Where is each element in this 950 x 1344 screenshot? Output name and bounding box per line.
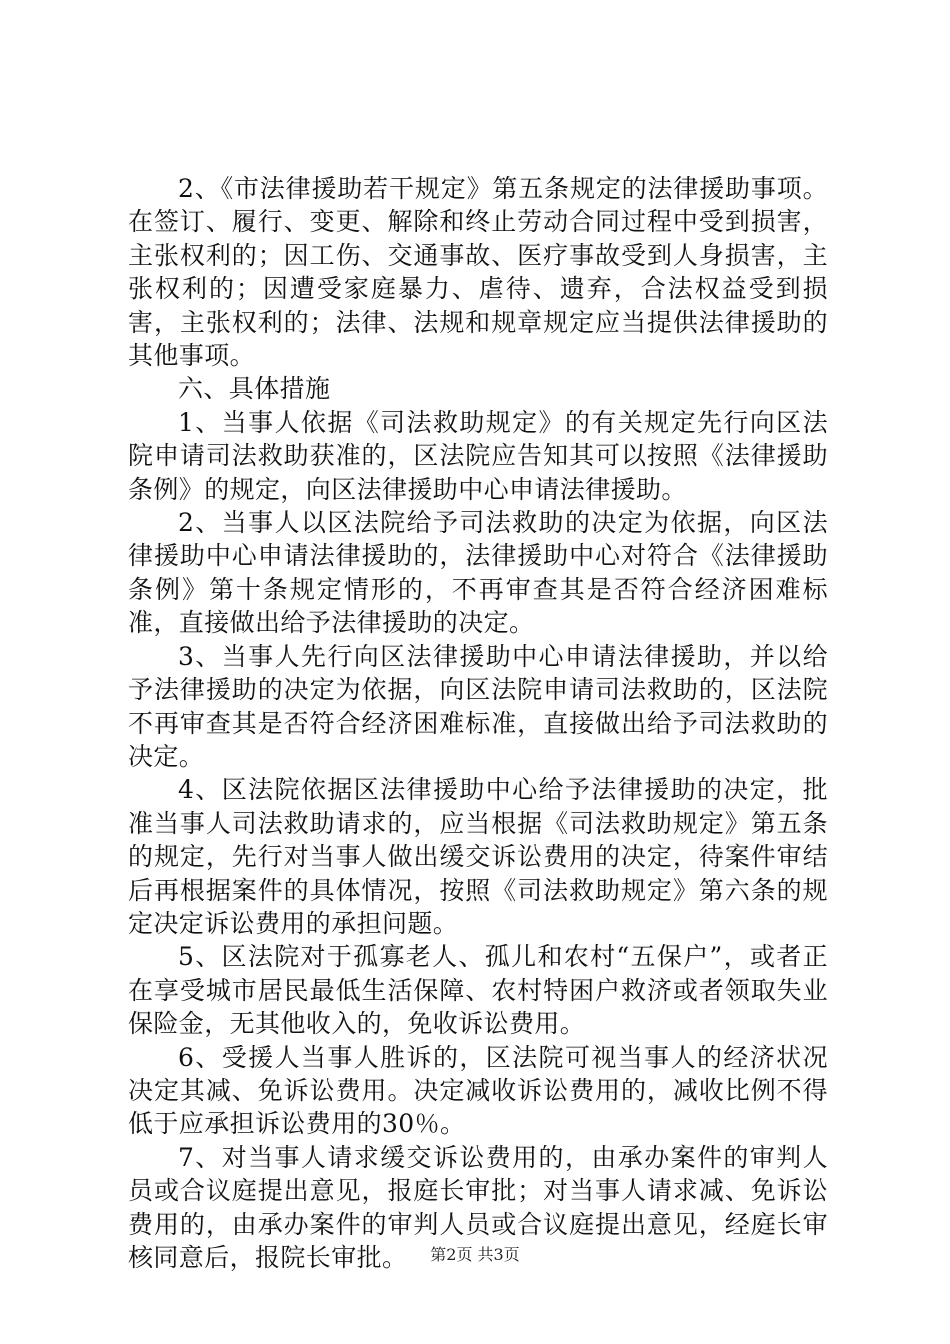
paragraph: 7、对当事人请求缓交诉讼费用的，由承办案件的审判人员或合议庭提出意见，报庭长审批；对当事人请求减、免诉讼费用的，由承办案件的审判人员或合议庭提出意见，经庭长审核同意后，报院长审批。	[128, 1142, 828, 1272]
page-number-footer: 第2页 共3页	[430, 1245, 520, 1264]
paragraph: 5、区法院对于孤寡老人、孤儿和农村“五保户”，或者正在享受城市居民最低生活保障、农村特困户救济或者领取失业保险金，无其他收入的，免收诉讼费用。	[128, 942, 828, 1039]
paragraph: 2、《市法律援助若干规定》第五条规定的法律援助事项。在签订、履行、变更、解除和终止劳动合同过程中受到损害，主张权利的；因工伤、交通事故、医疗事故受到人身损害，主张权利的；因遭受家庭暴力、虐待、遗弃，合法权益受到损害，主张权利的；法律、法规和规章规定应当提供法律援助的其他事项。	[128, 174, 828, 371]
paragraph: 2、当事人以区法院给予司法救助的决定为依据，向区法律援助中心申请法律援助的，法律援助中心对符合《法律援助条例》第十条规定情形的，不再审查其是否符合经济困难标准，直接做出给予法律援助的决定。	[128, 508, 828, 638]
paragraph: 3、当事人先行向区法律援助中心申请法律援助，并以给予法律援助的决定为依据，向区法院申请司法救助的，区法院不再审查其是否符合经济困难标准，直接做出给予司法救助的决定。	[128, 641, 828, 771]
paragraph: 1、当事人依据《司法救助规定》的有关规定先行向区法院申请司法救助获准的，区法院应告知其可以按照《法律援助条例》的规定，向区法律援助中心申请法律援助。	[128, 407, 828, 504]
section-heading: 六、具体措施	[178, 374, 331, 404]
document-body	[128, 172, 828, 1274]
paragraph: 4、区法院依据区法律援助中心给予法律援助的决定，批准当事人司法救助请求的，应当根据《司法救助规定》第五条的规定，先行对当事人做出缓交诉讼费用的决定，待案件审结后再根据案件的具体情况，按照《司法救助规定》第六条的规定决定诉讼费用的承担问题。	[128, 775, 828, 938]
paragraph: 6、受援人当事人胜诉的，区法院可视当事人的经济状况决定其减、免诉讼费用。决定减收诉讼费用的，减收比例不得低于应承担诉讼费用的30％。	[128, 1042, 828, 1139]
